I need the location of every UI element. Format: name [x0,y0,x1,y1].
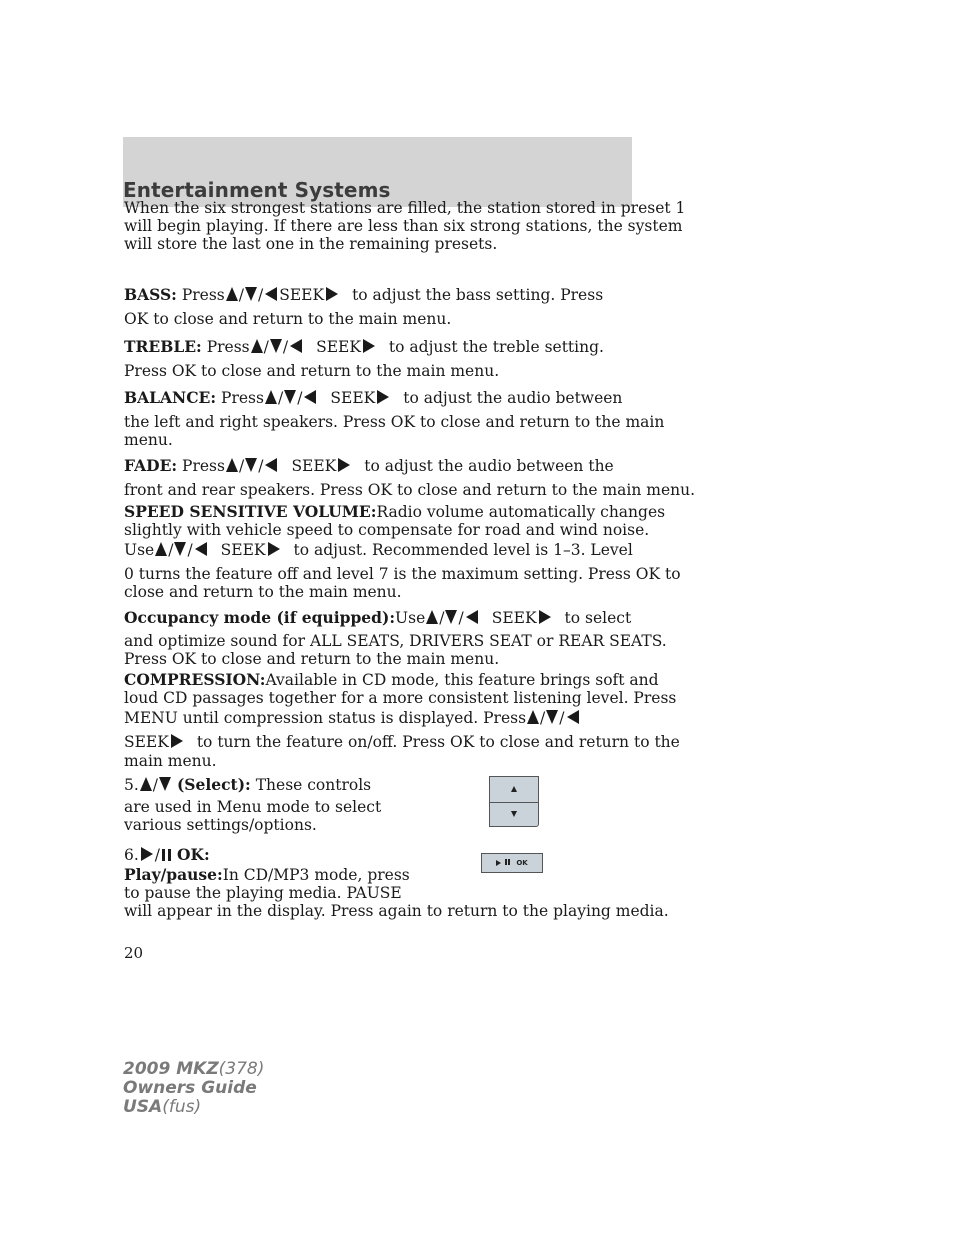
page-number: 20 [124,944,144,962]
bass-line-2: OK to close and return to the main menu. [124,310,452,328]
occupancy-use: Use [395,609,426,627]
fade-press: Press [182,457,225,475]
up-arrow-icon [527,710,539,724]
compression-line-5: main menu. [124,752,217,770]
down-arrow-icon [270,339,282,353]
left-arrow-icon [265,287,277,301]
intro-line-1: When the six strongest stations are filled, the station stored in preset 1 [124,199,686,217]
compression-line-1 [124,671,664,689]
occupancy-paragraph [124,609,664,627]
fade-paragraph [124,457,664,475]
footer-region-code: (fus) [162,1097,202,1117]
slash: / [258,286,264,304]
play-pause-ok-illustration [481,853,543,873]
compression-line-3 [124,709,664,727]
bass-label: BASS: [124,285,177,304]
left-arrow-icon [290,339,302,353]
slash: / [559,709,565,727]
slash: / [263,338,269,356]
balance-line-2: the left and right speakers. Press OK to close and return to the main [124,413,665,431]
balance-label: BALANCE: [124,388,217,407]
up-arrow-icon [140,777,152,791]
down-arrow-icon [445,610,457,624]
up-arrow-icon [426,610,438,624]
item6-number: 6. [124,846,139,864]
intro-line-3: will store the last one in the remaining presets. [124,235,498,253]
play-pause-subhead: Play/pause: [124,865,223,884]
section-title: Entertainment Systems [123,178,391,202]
compression-label: COMPRESSION: [124,670,266,689]
right-arrow-icon [171,734,183,748]
seek-label: SEEK [316,338,361,356]
up-arrow-icon [226,458,238,472]
left-arrow-icon [567,710,579,724]
seek-label: SEEK [330,389,376,407]
right-arrow-icon [377,390,389,404]
left-arrow-icon [265,458,277,472]
ok-label: OK [516,859,528,867]
down-arrow-icon [159,777,171,791]
ssv-line-5: close and return to the main menu. [124,583,402,601]
item6-line-4: will appear in the display. Press again to return to the playing media. [124,902,669,920]
ssv-tail: to adjust. Recommended level is 1–3. Level [293,541,633,559]
item6-line-2 [124,866,664,884]
compression-tail: to turn the feature on/off. Press OK to close and return to the [196,733,680,751]
bass-press: Press [181,286,225,304]
play-icon [141,847,153,861]
slash: / [282,338,289,356]
slash: / [277,389,284,407]
slash: / [238,457,245,475]
right-arrow-icon [268,542,280,556]
slash: / [152,776,159,794]
item5-line-2: are used in Menu mode to select [124,798,382,816]
pause-icon [505,859,511,867]
ssv-text-1: Radio volume automatically changes [376,503,666,521]
up-arrow-icon [226,287,238,301]
balance-paragraph [124,389,664,407]
slash: / [238,286,244,304]
right-arrow-icon [539,610,551,624]
down-arrow-icon [284,390,296,404]
left-arrow-icon [304,390,316,404]
footer-model: 2009 MKZ [123,1059,219,1079]
footer-region: USA [123,1097,163,1117]
up-arrow-icon [251,339,263,353]
item5-number: 5. [124,776,139,794]
balance-tail: to adjust the audio between [403,389,623,407]
slash: / [540,709,546,727]
play-icon [496,860,501,866]
fade-tail: to adjust the audio between the [364,457,614,475]
footer-document-id [123,1060,264,1117]
up-arrow-icon [511,786,517,792]
treble-tail: to adjust the treble setting. [388,338,604,356]
bass-tail: to adjust the bass setting. Press [352,286,604,304]
footer-model-code: (378) [218,1059,265,1079]
seek-label: SEEK [491,609,537,627]
seek-label: SEEK [220,541,266,559]
slash: / [297,389,303,407]
occupancy-label: Occupancy mode (if equipped): [124,608,396,627]
down-arrow-icon [245,287,257,301]
down-arrow-icon [174,542,186,556]
pause-icon [162,847,174,865]
slash: / [458,609,464,627]
compression-line-4 [124,733,680,751]
item5-text-1: These controls [255,776,372,794]
slash: / [154,846,161,864]
bass-paragraph [124,286,664,304]
item6-line-3: to pause the playing media. PAUSE [124,884,402,902]
ssv-line-1 [124,503,664,521]
ssv-paragraph [124,541,664,559]
balance-line-3: menu. [124,431,173,449]
slash: / [439,609,445,627]
ssv-line-4: 0 turns the feature off and level 7 is the maximum setting. Press OK to [124,565,681,583]
right-arrow-icon [363,339,375,353]
treble-paragraph [124,338,664,356]
footer-guide: Owners Guide [123,1078,257,1098]
compression-text-1: Available in CD mode, this feature brings soft and [265,671,659,689]
occupancy-line-3: Press OK to close and return to the main menu. [124,650,500,668]
treble-press: Press [206,338,250,356]
down-arrow-icon [511,811,517,817]
occupancy-tail: to select [564,609,632,627]
right-arrow-icon [326,287,338,301]
occupancy-line-2: and optimize sound for ALL SEATS, DRIVERS SEAT or REAR SEATS. [124,632,667,650]
item5-line-1 [124,776,664,794]
fade-label: FADE: [124,456,178,475]
seek-label: SEEK [124,733,169,751]
seek-label: SEEK [291,457,337,475]
down-arrow-icon [245,458,257,472]
fade-line-2: front and rear speakers. Press OK to close and return to the main menu. [124,481,696,499]
item5-label: (Select): [176,775,251,794]
intro-line-2: will begin playing. If there are less than six strong stations, the system [124,217,683,235]
up-down-control-illustration [489,776,539,827]
treble-label: TREBLE: [124,337,202,356]
item6-label: OK: [177,845,210,864]
up-arrow-icon [265,390,277,404]
compression-text-3: MENU until compression status is displayed. Press [124,709,527,727]
item6-text-1: In CD/MP3 mode, press [222,866,410,884]
compression-line-2: loud CD passages together for a more consistent listening level. Press [124,689,677,707]
left-arrow-icon [466,610,478,624]
ssv-line-2: slightly with vehicle speed to compensate for road and wind noise. [124,521,650,539]
item5-line-3: various settings/options. [124,816,317,834]
balance-press: Press [221,389,264,407]
down-arrow-icon [546,710,558,724]
seek-label: SEEK [279,286,325,304]
right-arrow-icon [338,458,350,472]
ssv-label: SPEED SENSITIVE VOLUME: [124,502,377,521]
slash: / [187,541,193,559]
up-arrow-icon [155,542,167,556]
slash: / [258,457,264,475]
slash: / [168,541,174,559]
treble-line-2: Press OK to close and return to the main menu. [124,362,500,380]
left-arrow-icon [195,542,207,556]
ssv-use: Use [124,541,155,559]
item6-line-1 [124,846,664,865]
